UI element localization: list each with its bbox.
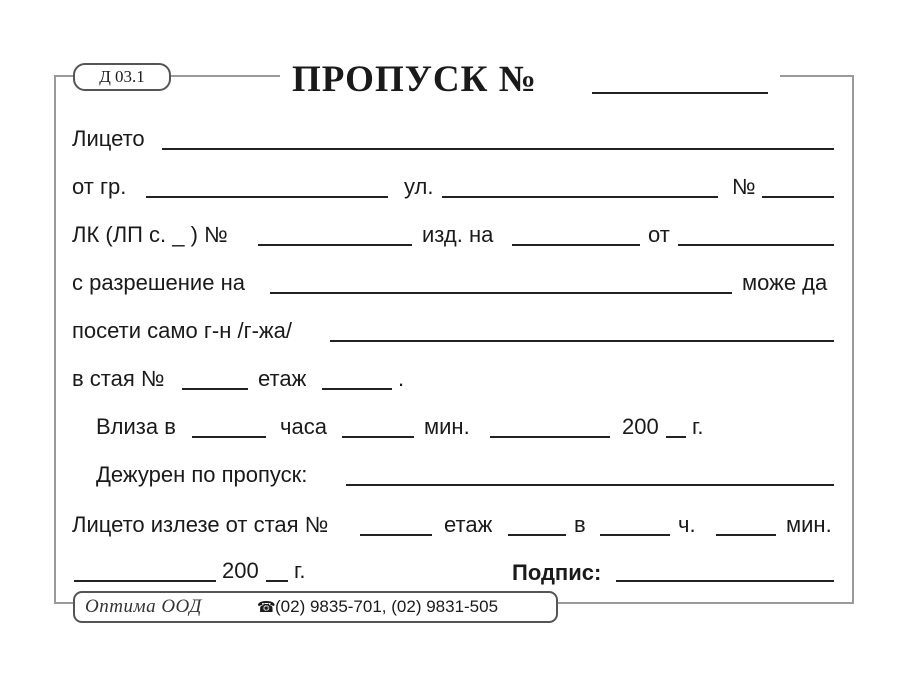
entry-hours-field[interactable] xyxy=(192,436,266,438)
floor-label: етаж xyxy=(258,366,307,391)
issued-by-field[interactable] xyxy=(678,244,834,246)
id-card-label: ЛК (ЛП с. _ ) № xyxy=(72,222,228,247)
publisher-phones: (02) 9835-701, (02) 9831-505 xyxy=(275,597,499,616)
pass-number-field[interactable] xyxy=(592,92,768,94)
floor-field[interactable] xyxy=(322,388,392,390)
phone-icon: ☎ xyxy=(257,599,276,616)
street-number-field[interactable] xyxy=(762,196,834,198)
permission-label: с разрешение на xyxy=(72,270,245,295)
may-label: може да xyxy=(742,270,828,295)
street-field[interactable] xyxy=(442,196,718,198)
exit-year-suffix: г. xyxy=(294,558,306,583)
entry-hours-label: часа xyxy=(280,414,327,439)
visit-label: посети само г-н /г-жа/ xyxy=(72,318,292,343)
signature-label: Подпис: xyxy=(512,560,602,585)
publisher-logo: Оптима ООД xyxy=(85,596,202,617)
entry-minutes-field[interactable] xyxy=(342,436,414,438)
signature-field[interactable] xyxy=(616,580,834,582)
person-label: Лицето xyxy=(72,126,145,151)
exit-label: Лицето излезе от стая № xyxy=(72,512,329,537)
exit-minutes-label: мин. xyxy=(786,512,832,537)
city-label: от гр. xyxy=(72,174,127,199)
exit-at-label: в xyxy=(574,512,586,537)
exit-floor-field[interactable] xyxy=(508,534,566,536)
exit-year-field[interactable] xyxy=(266,580,288,582)
entry-label: Влиза в xyxy=(96,414,176,439)
entry-year-field[interactable] xyxy=(666,436,686,438)
entry-year-suffix: г. xyxy=(692,414,704,439)
footer-publisher-box xyxy=(73,591,558,623)
issued-on-label: изд. на xyxy=(422,222,494,247)
issued-by-label: от xyxy=(648,222,670,247)
entry-minutes-label: мин. xyxy=(424,414,470,439)
visit-person-field[interactable] xyxy=(330,340,834,342)
exit-date-field[interactable] xyxy=(74,580,216,582)
exit-floor-label: етаж xyxy=(444,512,493,537)
form-title: ПРОПУСК № xyxy=(292,59,537,100)
duty-officer-label: Дежурен по пропуск: xyxy=(96,462,308,487)
entry-year-label: 200 xyxy=(622,414,659,439)
form-code-badge: Д 03.1 xyxy=(73,63,171,91)
exit-hours-label: ч. xyxy=(678,512,696,537)
exit-hours-field[interactable] xyxy=(600,534,670,536)
person-field[interactable] xyxy=(162,148,834,150)
exit-room-field[interactable] xyxy=(360,534,432,536)
room-field[interactable] xyxy=(182,388,248,390)
exit-minutes-field[interactable] xyxy=(716,534,776,536)
city-field[interactable] xyxy=(146,196,388,198)
street-label: ул. xyxy=(404,174,434,199)
street-number-label: № xyxy=(732,174,756,199)
exit-year-label: 200 xyxy=(222,558,259,583)
permission-field[interactable] xyxy=(270,292,732,294)
id-card-field[interactable] xyxy=(258,244,412,246)
issued-on-field[interactable] xyxy=(512,244,640,246)
duty-officer-field[interactable] xyxy=(346,484,834,486)
room-label: в стая № xyxy=(72,366,165,391)
row-end-dot: . xyxy=(398,366,405,391)
entry-date-field[interactable] xyxy=(490,436,610,438)
